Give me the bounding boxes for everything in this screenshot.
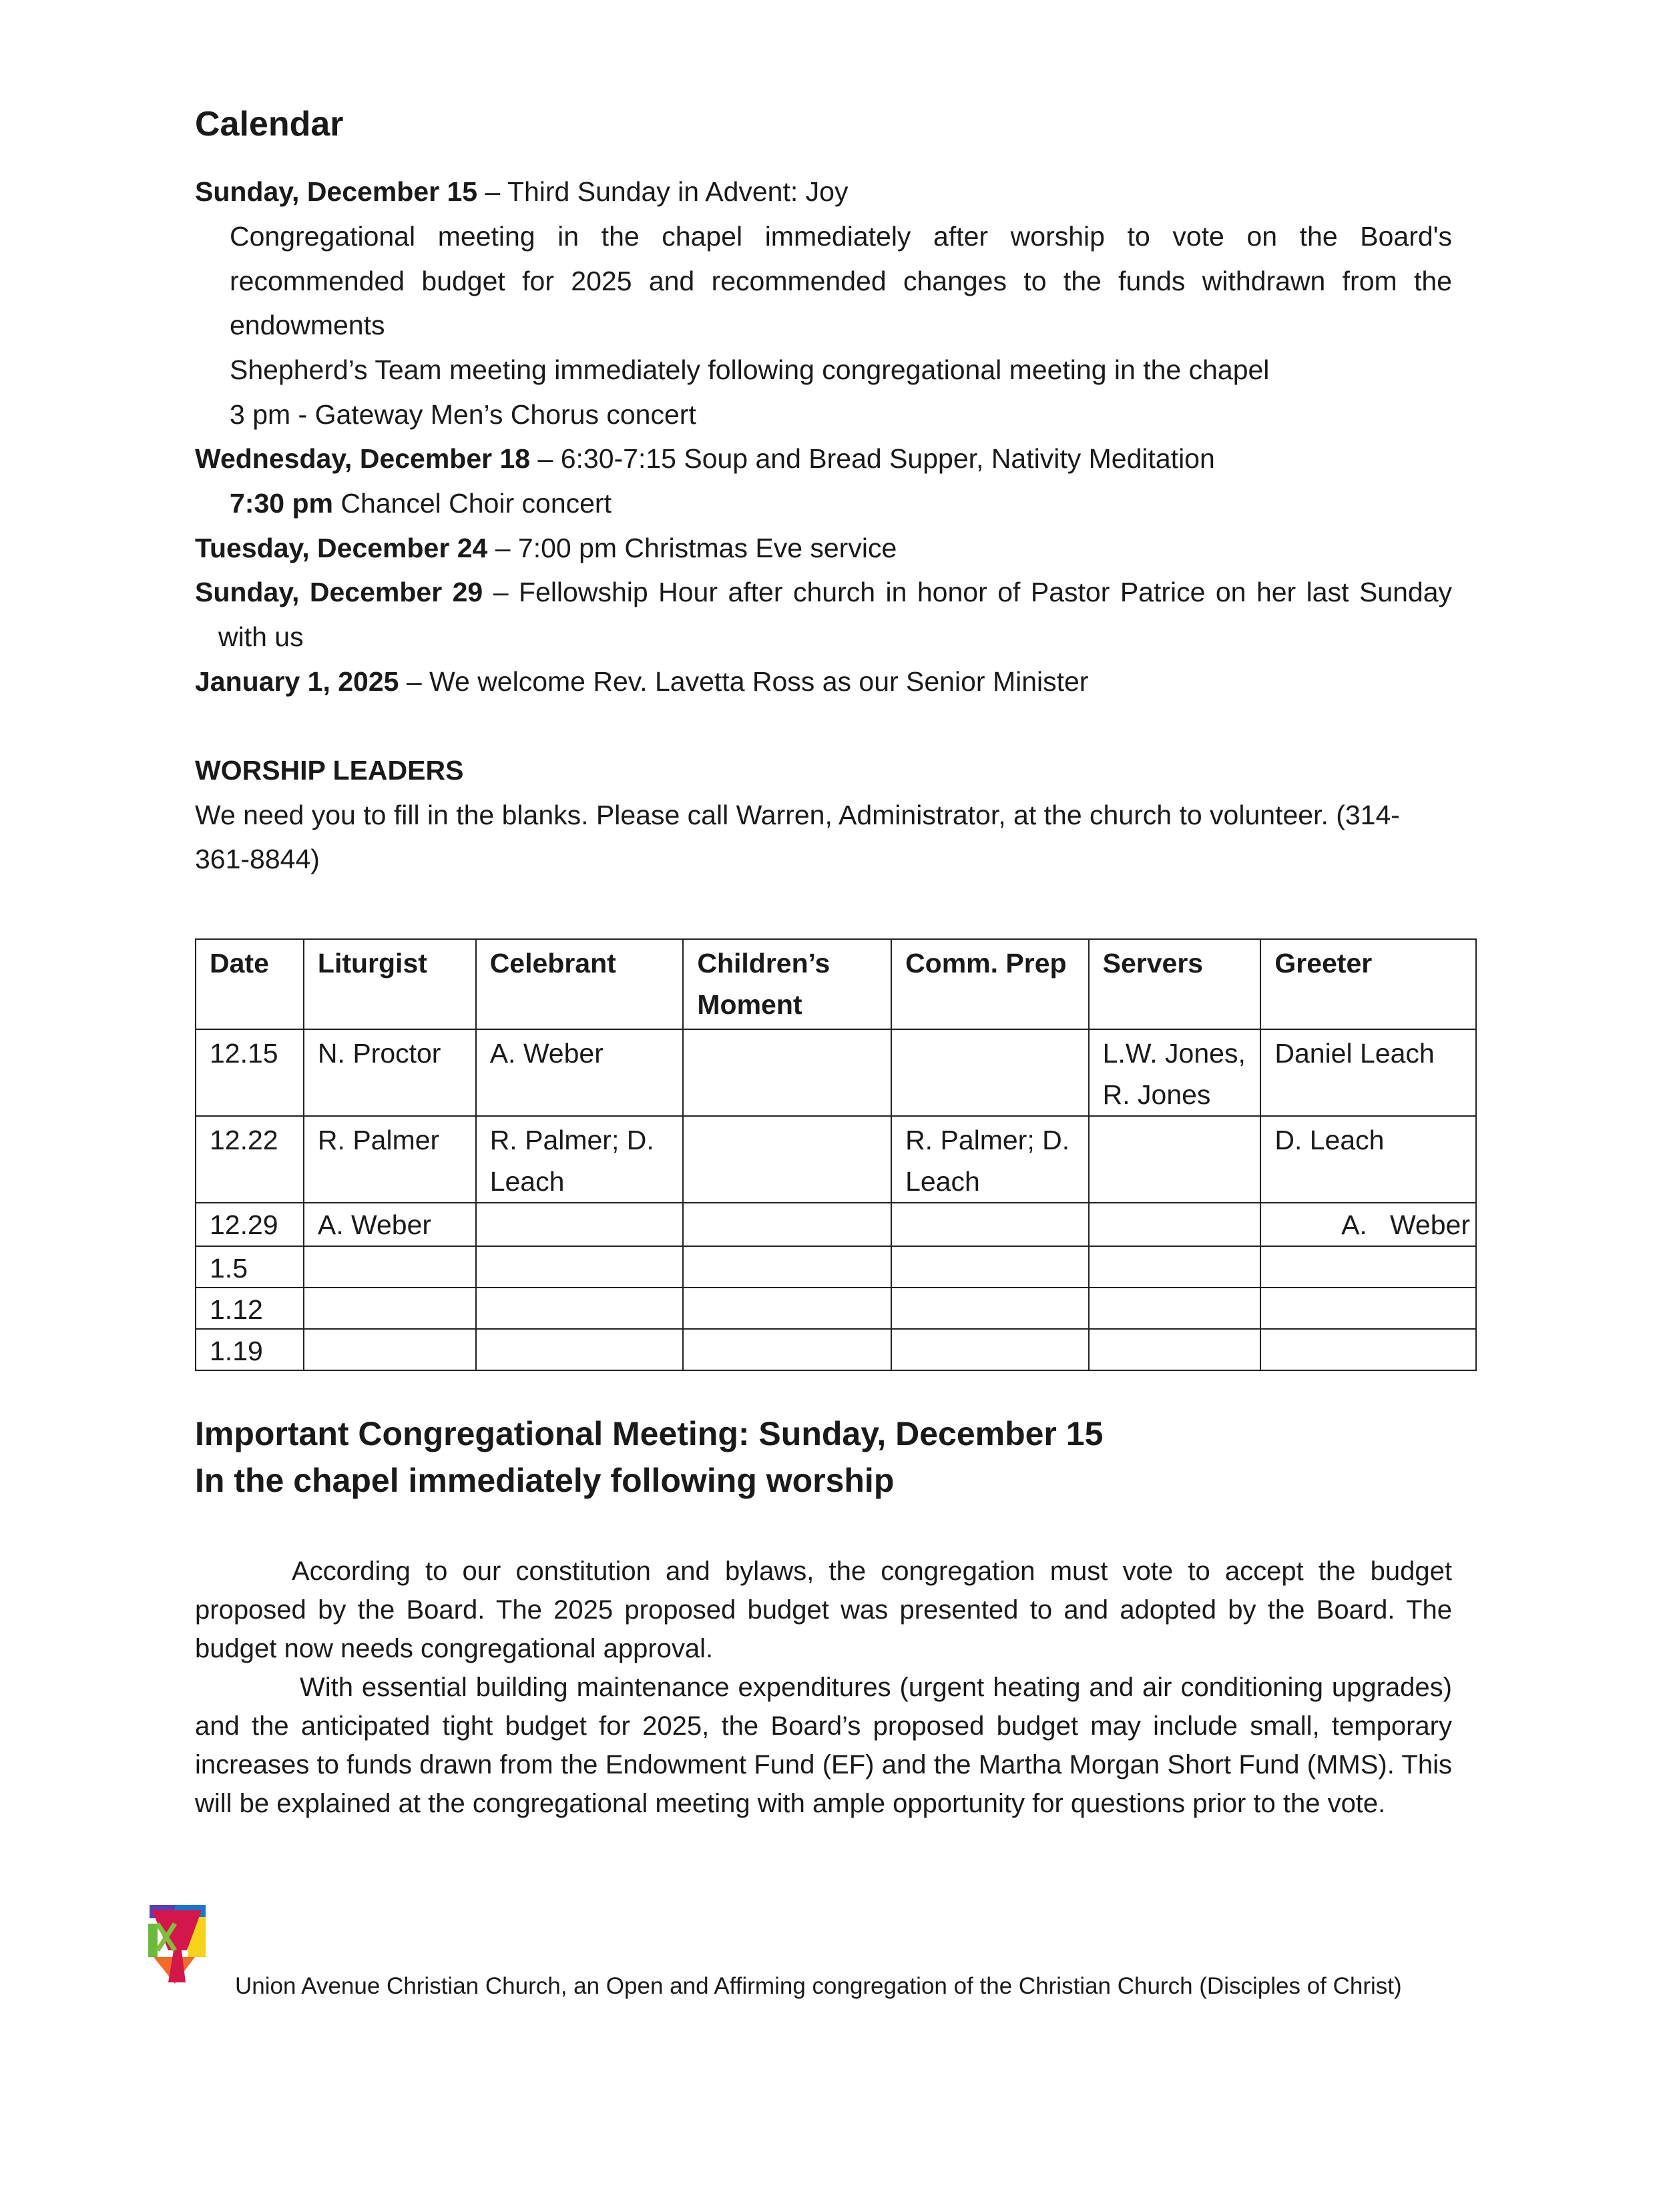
table-cell	[683, 1246, 891, 1288]
table-cell: 12.15	[196, 1029, 304, 1116]
table-cell	[1260, 1246, 1476, 1288]
table-cell	[1260, 1288, 1476, 1329]
calendar-entry	[195, 659, 1088, 704]
church-logo	[148, 1904, 207, 1985]
table-cell: A. Weber	[304, 1203, 476, 1246]
calendar-entry	[195, 526, 897, 571]
entry-text: Chancel Choir concert	[332, 488, 612, 519]
calendar-entry: recommended budget for 2025 and recommended changes to the funds withdrawn from the	[230, 266, 1452, 296]
entry-text: – Fellowship Hour after church in honor of Pastor Patrice on her last Sunday	[483, 577, 1452, 607]
worship-leaders-note: We need you to fill in the blanks. Please call Warren, Administrator, at the church to volunteer. (314-	[195, 800, 1400, 830]
table-cell: A. Weber	[1260, 1203, 1476, 1246]
table-cell: L.W. Jones, R. Jones	[1089, 1029, 1261, 1116]
entry-text: – Third Sunday in Advent: Joy	[477, 176, 849, 207]
table-cell: 12.29	[196, 1203, 304, 1246]
entry-date: 7:30 pm	[230, 488, 333, 519]
table-header-row	[196, 939, 1476, 1029]
calendar-entry: with us	[218, 621, 304, 652]
table-cell	[683, 1029, 891, 1116]
table-cell: 12.22	[196, 1116, 304, 1203]
table-cell	[891, 1029, 1089, 1116]
table-cell	[683, 1288, 891, 1329]
table-cell: R. Palmer; D. Leach	[476, 1116, 684, 1203]
meeting-paragraph: With essential building maintenance expenditures (urgent heating and air conditioning upgrades) and the anticipated tight budget for 2025, the Board’s proposed budget may include small, temporary increases to funds drawn from the Endowment Fund (EF) and the Martha Morgan Short Fund (MMS). This will be explained at the congregational meeting with ample opportunity for questions prior to the vote.	[195, 1673, 1452, 1818]
table-cell	[1089, 1329, 1261, 1370]
footer-text: Union Avenue Christian Church, an Open and Affirming congregation of the Christian Church (Disciples of Christ)	[235, 1973, 1402, 1999]
calendar-entry: endowments	[230, 310, 385, 340]
table-cell	[891, 1203, 1089, 1246]
calendar-title: Calendar	[195, 105, 344, 144]
table-cell: 1.12	[196, 1288, 304, 1329]
table-cell: A. Weber	[476, 1029, 684, 1116]
table-cell	[1260, 1329, 1476, 1370]
table-cell	[476, 1288, 684, 1329]
meeting-paragraph: According to our constitution and bylaws, the congregation must vote to accept the budget proposed by the Board. The 2025 proposed budget was presented to and adopted by the Board. The budget now needs congregational approval.	[195, 1557, 1452, 1663]
table-cell	[476, 1246, 684, 1288]
table-cell	[304, 1288, 476, 1329]
worship-leaders-title: WORSHIP LEADERS	[195, 755, 464, 786]
calendar-entry	[195, 170, 848, 214]
table-cell	[476, 1203, 684, 1246]
table-cell: N. Proctor	[304, 1029, 476, 1116]
table-row	[196, 1029, 1476, 1116]
entry-text: – 6:30-7:15 Soup and Bread Supper, Nativity Meditation	[530, 443, 1215, 474]
table-cell: 1.19	[196, 1329, 304, 1370]
entry-date: January 1, 2025	[195, 666, 399, 697]
table-cell	[304, 1329, 476, 1370]
calendar-entry: 3 pm - Gateway Men’s Chorus concert	[230, 399, 696, 430]
column-header: Servers	[1089, 939, 1261, 1029]
calendar-entry	[230, 481, 612, 526]
table-cell: R. Palmer	[304, 1116, 476, 1203]
entry-text: – 7:00 pm Christmas Eve service	[487, 533, 897, 563]
meeting-subtitle: In the chapel immediately following worship	[195, 1462, 895, 1499]
column-header: Comm. Prep	[891, 939, 1089, 1029]
table-cell	[1089, 1288, 1261, 1329]
table-cell: D. Leach	[1260, 1116, 1476, 1203]
calendar-entry: Congregational meeting in the chapel immediately after worship to vote on the Board's	[230, 221, 1452, 252]
table-cell	[683, 1329, 891, 1370]
entry-date: Wednesday, December 18	[195, 443, 531, 474]
table-cell: R. Palmer; D. Leach	[891, 1116, 1089, 1203]
entry-date: Sunday, December 29	[195, 577, 483, 607]
table-cell	[1089, 1246, 1261, 1288]
column-header: Date	[196, 939, 304, 1029]
table-row	[196, 1246, 1476, 1288]
table-cell	[1089, 1116, 1261, 1203]
calendar-entry	[195, 437, 1215, 481]
calendar-entry: Shepherd’s Team meeting immediately following congregational meeting in the chapel	[230, 354, 1270, 385]
entry-date: Tuesday, December 24	[195, 533, 488, 563]
column-header: Children’s Moment	[683, 939, 891, 1029]
table-cell	[891, 1246, 1089, 1288]
meeting-title: Important Congregational Meeting: Sunday, December 15	[195, 1415, 1104, 1452]
worship-leaders-table	[195, 938, 1477, 1371]
table-row	[196, 1288, 1476, 1329]
worship-leaders-note: 361-8844)	[195, 844, 320, 874]
column-header: Greeter	[1260, 939, 1476, 1029]
table-cell: 1.5	[196, 1246, 304, 1288]
entry-date: Sunday, December 15	[195, 176, 478, 207]
entry-text: – We welcome Rev. Lavetta Ross as our Senior Minister	[399, 666, 1089, 697]
table-cell: Daniel Leach	[1260, 1029, 1476, 1116]
table-cell	[683, 1203, 891, 1246]
table-cell	[476, 1329, 684, 1370]
calendar-entry	[195, 570, 1452, 615]
table-cell	[891, 1288, 1089, 1329]
table-row	[196, 1203, 1476, 1246]
table-cell	[891, 1329, 1089, 1370]
table-cell	[304, 1246, 476, 1288]
table-cell	[1089, 1203, 1261, 1246]
table-row	[196, 1329, 1476, 1370]
table-cell	[683, 1116, 891, 1203]
table-row	[196, 1116, 1476, 1203]
column-header: Celebrant	[476, 939, 684, 1029]
column-header: Liturgist	[304, 939, 476, 1029]
